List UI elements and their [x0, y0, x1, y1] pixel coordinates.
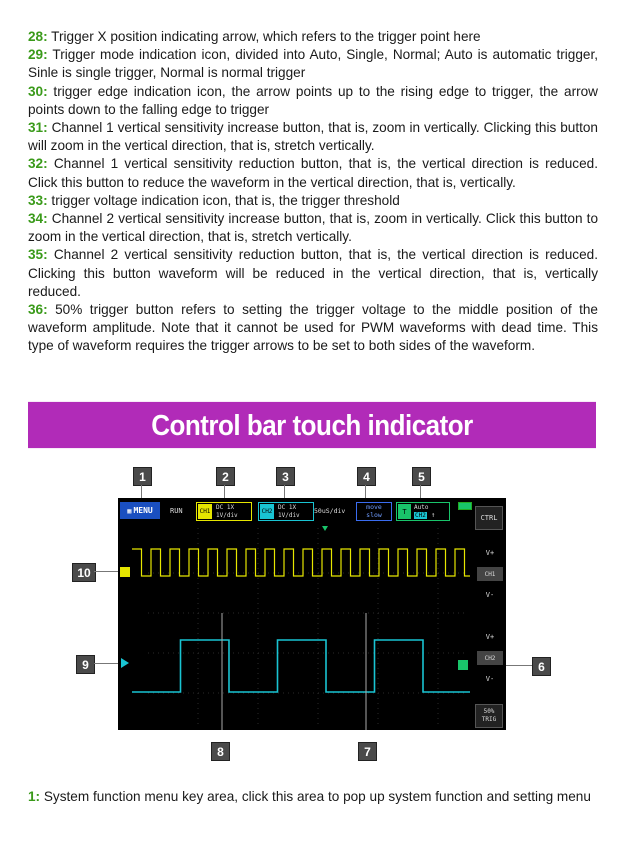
item-text: 50% trigger button refers to setting the trigger voltage to the middle position of the waveform amplitude. Note that it cannot be used for PWM waveforms with dead time. This type of waveform requires the trigger arrows to be set to both sides of the waveform. — [28, 302, 598, 354]
ch1-v-minus-button[interactable]: V- — [485, 591, 495, 599]
item-text: trigger edge indication icon, the arrow points up to the rising edge to trigger, the arrow points down to the falling edge to trigger — [28, 83, 598, 117]
item-number: 30: — [28, 83, 48, 99]
item-number: 33: — [28, 192, 48, 208]
waveform-area — [118, 498, 506, 730]
trigger-level-icon[interactable] — [458, 660, 468, 670]
description-item — [28, 83, 598, 119]
item-number: 32: — [28, 156, 48, 172]
trigger-tag: T — [398, 504, 411, 519]
item-text: Channel 1 vertical sensitivity increase button, that is, zoom in vertically. Clicking this button will zoom in the vertical direction, that is, stretch vertically. — [28, 120, 598, 154]
battery-icon — [458, 502, 472, 510]
description-item — [28, 246, 598, 301]
ch1-settings[interactable] — [196, 502, 252, 521]
badge-6: 6 — [532, 657, 551, 676]
item-number: 29: — [28, 47, 48, 63]
timebase[interactable]: 50uS/div — [314, 507, 346, 515]
ch1-offset-icon[interactable] — [120, 567, 130, 577]
description-item — [28, 192, 598, 210]
badge-10: 10 — [72, 563, 96, 582]
ch1-button[interactable]: CH1 — [477, 567, 503, 581]
ch2-offset-icon[interactable] — [121, 658, 129, 668]
ch2-tag: CH2 — [260, 504, 274, 519]
item-text: Channel 2 vertical sensitivity reduction button, that is, the vertical direction is reduced. Clicking this button waveform will be reduced in the vertical direction, that is, vertically reduced. — [28, 247, 598, 299]
trig-50-button[interactable] — [475, 704, 503, 728]
ch1-waveform — [132, 549, 470, 576]
grid-icon: ▦ — [127, 506, 132, 515]
description-item — [28, 210, 598, 246]
description-item — [28, 46, 598, 82]
item-text: Trigger mode indication icon, divided into Auto, Single, Normal; Auto is automatic trigger, Sinle is single trigger, Normal is normal trigger — [28, 47, 598, 81]
footer-description — [28, 788, 598, 806]
badge-8: 8 — [211, 742, 230, 761]
badge-7: 7 — [358, 742, 377, 761]
item-number: 35: — [28, 247, 48, 263]
trigger-edge-icon: ↑ — [431, 511, 436, 519]
ctrl-button[interactable]: CTRL — [475, 506, 503, 530]
trigger-mode: Auto — [414, 504, 429, 511]
ch1-scale: 1V/div — [216, 512, 238, 519]
footer-number: 1: — [28, 789, 41, 804]
trigger-settings[interactable] — [396, 502, 450, 521]
description-item — [28, 301, 598, 356]
ch2-v-minus-button[interactable]: V- — [485, 675, 495, 683]
ch1-coupling: DC 1X — [216, 504, 235, 511]
ch2-settings[interactable] — [258, 502, 314, 521]
ch1-tag: CH1 — [198, 504, 212, 519]
badge-3: 3 — [276, 467, 295, 486]
trigger-source: CH2 — [415, 512, 426, 519]
ch2-waveform — [132, 640, 470, 692]
badge-5: 5 — [412, 467, 431, 486]
section-banner: Control bar touch indicator — [28, 402, 596, 448]
badge-2: 2 — [216, 467, 235, 486]
description-item — [28, 155, 598, 191]
badge-4: 4 — [357, 467, 376, 486]
oscilloscope-screen — [118, 498, 506, 730]
move-label: move — [366, 503, 382, 511]
item-text: Trigger X position indicating arrow, which refers to the trigger point here — [47, 29, 481, 44]
description-item — [28, 119, 598, 155]
trig-50-label: 50% — [483, 708, 495, 715]
badge-9: 9 — [76, 655, 95, 674]
menu-label: MENU — [133, 506, 153, 515]
item-text: trigger voltage indication icon, that is, the trigger threshold — [47, 192, 400, 208]
item-number: 31: — [28, 120, 48, 136]
trigger-x-arrow-icon — [322, 526, 328, 531]
footer-text: System function menu key area, click this area to pop up system function and setting menu — [40, 789, 591, 804]
item-text: Channel 2 vertical sensitivity increase button, that is, zoom in vertically. Click this button to zoom in the vertical direction, that is, stretch vertically. — [28, 211, 598, 245]
description-list — [28, 28, 598, 356]
item-text: Channel 1 vertical sensitivity reduction button, that is, the vertical direction is reduced. Click this button to reduce the waveform in the vertical direction, that is, vertically. — [28, 156, 598, 190]
ch2-coupling: DC 1X — [278, 504, 297, 511]
item-number: 36: — [28, 302, 48, 318]
control-bar — [118, 498, 506, 524]
badge-1: 1 — [133, 467, 152, 486]
grid — [148, 528, 468, 728]
ch2-scale: 1V/div — [278, 512, 300, 519]
speed-label: slow — [366, 511, 382, 519]
ch2-button[interactable]: CH2 — [477, 651, 503, 665]
run-status[interactable]: RUN — [170, 507, 183, 515]
trig-label: TRIG — [481, 716, 497, 723]
move-mode-button[interactable] — [356, 502, 392, 521]
item-number: 28: — [28, 29, 48, 44]
menu-button[interactable] — [120, 502, 160, 519]
description-item — [28, 28, 598, 46]
ch2-v-plus-button[interactable]: V+ — [485, 633, 495, 641]
item-number: 34: — [28, 211, 48, 227]
ch1-v-plus-button[interactable]: V+ — [485, 549, 495, 557]
